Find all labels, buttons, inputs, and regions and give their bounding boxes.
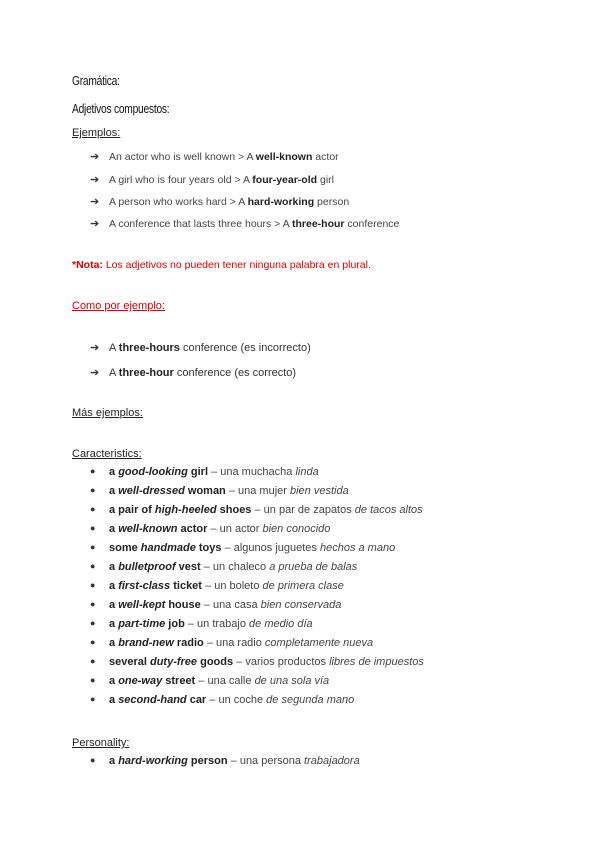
como-heading: Como por ejemplo: — [72, 300, 165, 312]
list-item: ● a well-dressed woman – una mujer bien vestida — [90, 485, 349, 497]
example-item: ➔ A person who works hard > A hard-working person — [90, 196, 350, 208]
arrow-icon: ➔ — [90, 342, 100, 354]
bullet-icon: ● — [90, 755, 96, 765]
list-item: ● a second-hand car – un coche de segunda mano — [90, 694, 355, 706]
examples-heading: Ejemplos: — [72, 127, 121, 139]
como-item: ➔ A three-hours conference (es incorrecto) — [90, 342, 311, 354]
list-item: ● a good-looking girl – una muchacha linda — [90, 466, 319, 478]
page-subtitle: Adjetivos compuestos: — [72, 102, 170, 116]
bullet-icon: ● — [90, 637, 96, 647]
list-item: ● a well-known actor – un actor bien conocido — [90, 523, 331, 535]
list-item: ● a well-kept house – una casa bien conservada — [90, 599, 342, 611]
bullet-icon: ● — [90, 466, 96, 476]
caracteristics-heading: Caracteristics: — [72, 448, 142, 460]
arrow-icon: ➔ — [90, 174, 100, 186]
personality-heading: Personality: — [72, 737, 130, 749]
bullet-icon: ● — [90, 599, 96, 609]
list-item: ● a bulletproof vest – un chaleco a prueba de balas — [90, 561, 358, 573]
note-text: *Nota: Los adjetivos no pueden tener ninguna palabra en plural. — [72, 259, 371, 271]
list-item: ● a hard-working person – una persona trabajadora — [90, 755, 360, 767]
bullet-icon: ● — [90, 542, 96, 552]
bullet-icon: ● — [90, 675, 96, 685]
list-item: ● a brand-new radio – una radio completamente nueva — [90, 637, 374, 649]
list-item: ● a part-time job – un trabajo de medio día — [90, 618, 313, 630]
arrow-icon: ➔ — [90, 196, 100, 208]
arrow-icon: ➔ — [90, 367, 100, 379]
list-item: ● a pair of high-heeled shoes – un par de zapatos de tacos altos — [90, 504, 423, 516]
example-item: ➔ A conference that lasts three hours > A three-hour conference — [90, 218, 400, 230]
bullet-icon: ● — [90, 580, 96, 590]
example-item: ➔ An actor who is well known > A well-known actor — [90, 151, 339, 163]
como-item: ➔ A three-hour conference (es correcto) — [90, 367, 297, 379]
list-item: ● a first-class ticket – un boleto de primera clase — [90, 580, 344, 592]
arrow-icon: ➔ — [90, 218, 100, 230]
page-title: Gramática: — [72, 74, 120, 88]
bullet-icon: ● — [90, 504, 96, 514]
bullet-icon: ● — [90, 656, 96, 666]
bullet-icon: ● — [90, 561, 96, 571]
bullet-icon: ● — [90, 485, 96, 495]
list-item: ● some handmade toys – algunos juguetes hechos a mano — [90, 542, 396, 554]
example-item: ➔ A girl who is four years old > A four-year-old girl — [90, 174, 334, 186]
list-item: ● several duty-free goods – varios productos libres de impuestos — [90, 656, 424, 668]
bullet-icon: ● — [90, 694, 96, 704]
arrow-icon: ➔ — [90, 151, 100, 163]
bullet-icon: ● — [90, 523, 96, 533]
bullet-icon: ● — [90, 618, 96, 628]
list-item: ● a one-way street – una calle de una sola vía — [90, 675, 330, 687]
mas-ejemplos-heading: Más ejemplos: — [72, 407, 143, 419]
